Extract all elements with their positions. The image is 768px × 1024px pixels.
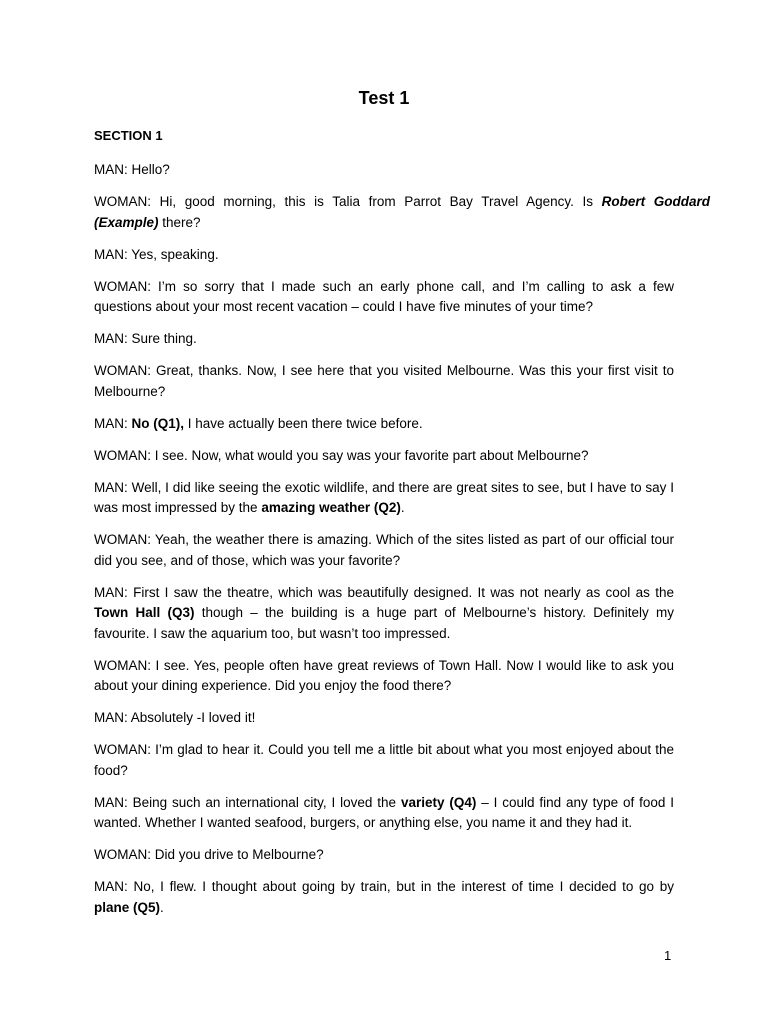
- line-text: MAN: Well, I did like seeing the exotic wildlife, and there are great sites to see, but I have to say I was most impressed by the: [94, 479, 674, 515]
- line-text: MAN: Being such an international city, I loved the: [94, 794, 401, 810]
- answer-highlight: amazing weather (Q2): [261, 500, 401, 515]
- transcript-line: [94, 740, 674, 781]
- line-text: WOMAN: Yeah, the weather there is amazing. Which of the sites listed as part of our official tour did you see, and of those, which was your favorite?: [94, 532, 674, 568]
- transcript-line: [94, 329, 674, 350]
- line-text: MAN: Yes, speaking.: [94, 246, 219, 262]
- transcript-line: [94, 583, 674, 645]
- line-text: WOMAN: Hi, good morning, this is Talia from Parrot Bay Travel Agency. Is: [94, 194, 602, 209]
- line-text: WOMAN: I see. Now, what would you say was your favorite part about Melbourne?: [94, 447, 589, 463]
- answer-highlight: variety (Q4): [400, 794, 477, 810]
- line-text: though – the building is a huge part of Melbourne’s history. Definitely my favourite. I saw the aquarium too, but wasn’t too impressed.: [94, 605, 674, 641]
- transcript-line: [94, 530, 674, 571]
- line-text: MAN: Sure thing.: [94, 331, 197, 346]
- transcript-line: [94, 160, 674, 181]
- page-title: Test 1: [358, 88, 410, 108]
- line-text: .: [400, 500, 405, 515]
- line-text: MAN: Hello?: [94, 162, 170, 177]
- line-text: MAN: No, I flew. I thought about going by train, but in the interest of time I decided to go by: [94, 879, 674, 894]
- transcript-line: [94, 277, 674, 318]
- transcript-line: [94, 877, 674, 918]
- line-text: WOMAN: I see. Yes, people often have great reviews of Town Hall. Now I would like to ask you about your dining experience. Did you enjoy the food there?: [94, 657, 674, 693]
- line-text: MAN: First I saw the theatre, which was beautifully designed. It was not nearly as cool as the: [94, 584, 674, 600]
- transcript-line: [94, 845, 674, 866]
- line-text: WOMAN: I’m glad to hear it. Could you tell me a little bit about what you most enjoyed about the food?: [94, 742, 674, 778]
- transcript-line: [94, 192, 710, 233]
- answer-highlight: Town Hall (Q3): [94, 605, 195, 620]
- line-text: MAN: Absolutely -I loved it!: [94, 710, 256, 725]
- example-label: (Example): [94, 214, 159, 230]
- transcript-line: [94, 414, 674, 435]
- line-text: .: [160, 899, 164, 915]
- line-text: WOMAN: Great, thanks. Now, I see here that you visited Melbourne. Was this your first visit to Melbourne?: [94, 363, 674, 399]
- line-text: I have actually been there twice before.: [184, 415, 423, 431]
- answer-highlight: plane (Q5): [94, 899, 161, 915]
- transcript-line: [94, 793, 674, 834]
- answer-highlight: Robert Goddard: [601, 194, 711, 209]
- line-text: there?: [158, 214, 201, 230]
- line-text: – I could find any type of food I wanted. Whether I wanted seafood, burgers, or anything else, you name it and they had it.: [94, 794, 674, 830]
- section-heading: SECTION 1: [94, 128, 163, 143]
- transcript-line: [94, 656, 674, 697]
- page-number: 1: [664, 948, 672, 963]
- line-text: WOMAN: Did you drive to Melbourne?: [94, 847, 324, 862]
- line-text: WOMAN: I’m so sorry that I made such an early phone call, and I’m calling to ask a few questions about your most recent vacation – could I have five minutes of your time?: [94, 278, 674, 314]
- transcript-line: [94, 245, 674, 266]
- transcript-line: [94, 478, 674, 519]
- transcript-line: [94, 361, 674, 402]
- answer-highlight: No (Q1),: [131, 415, 185, 431]
- transcript-body: [94, 160, 711, 930]
- line-text: MAN:: [94, 415, 132, 431]
- transcript-line: [94, 446, 674, 467]
- transcript-line: [94, 708, 674, 729]
